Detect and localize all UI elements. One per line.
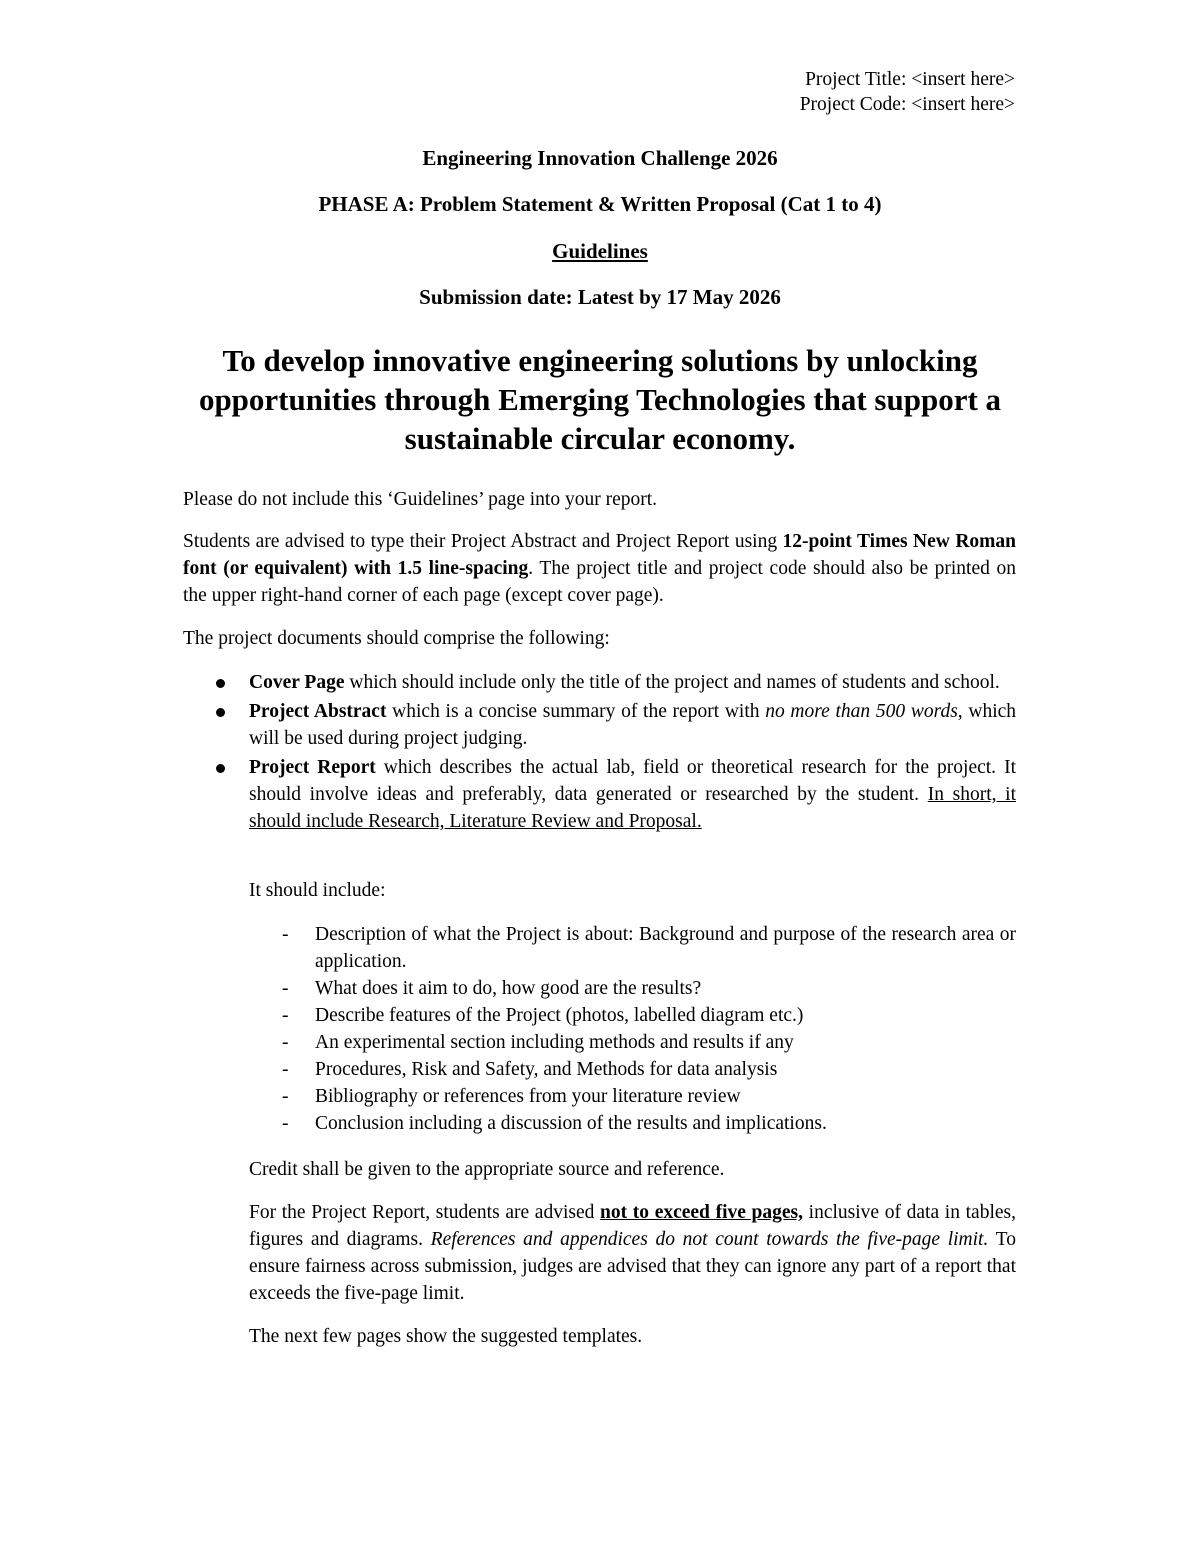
list-item (249, 921, 1016, 975)
page-limit-end: To ensure fairness across submission, judges are advised that they can ignore any part of a report that exceeds the five-page limit. (249, 1229, 1016, 1304)
formatting-advice (183, 528, 1016, 609)
list-item (249, 1110, 1016, 1137)
guidelines-heading: Guidelines (552, 239, 648, 263)
advice-font-spec: 12-point Times New Roman font (or equivalent) with 1.5 line-spacing (183, 531, 1016, 579)
cover-page-label: Cover Page (249, 672, 345, 693)
phase-title: PHASE A: Problem Statement & Written Proposal (Cat 1 to 4) (318, 192, 882, 216)
comprise-intro: The project documents should comprise the following: (183, 628, 610, 649)
next-pages-note: The next few pages show the suggested templates. (249, 1326, 643, 1347)
report-summary: In short, it should include Research, Literature Review and Proposal. (249, 784, 1016, 832)
page-limit-start: For the Project Report, students are advised (249, 1202, 601, 1223)
dash-marker: - (282, 924, 289, 945)
advice-start: Students are advised to type their Project Abstract and Project Report using (183, 531, 783, 552)
bullet-icon (216, 679, 225, 688)
list-item-text: What does it aim to do, how good are the results? (315, 978, 702, 999)
list-item (249, 1056, 1016, 1083)
dash-marker: - (282, 1059, 289, 1080)
include-heading: It should include: (249, 880, 386, 901)
page-limit-middle: inclusive of data in tables, figures and diagrams. (249, 1202, 1016, 1250)
list-item (249, 975, 1016, 1002)
document-list (183, 669, 1016, 837)
advice-end: . The project title and project code should also be printed on the upper right-hand corner of each page (except cover page). (183, 558, 1016, 606)
list-item-text: Describe features of the Project (photos, labelled diagram etc.) (315, 1005, 804, 1026)
list-item-text: Description of what the Project is about: Background and purpose of the research area or application. (315, 924, 1016, 972)
project-title-line: Project Title: <insert here> (805, 69, 1015, 90)
bullet-icon (216, 764, 225, 773)
dash-marker: - (282, 1113, 289, 1134)
list-item-cover-page (183, 669, 1016, 696)
page-limit-exclusions: References and appendices do not count towards the five-page limit. (430, 1229, 989, 1250)
list-item (249, 1029, 1016, 1056)
abstract-end: , which will be used during project judging. (249, 701, 1017, 749)
page-header (800, 67, 1015, 117)
abstract-text: which is a concise summary of the report with (386, 701, 766, 722)
list-item-text: Bibliography or references from your literature review (315, 1086, 741, 1107)
list-item-project-report (183, 754, 1016, 835)
project-code-line: Project Code: <insert here> (799, 94, 1015, 115)
challenge-title: Engineering Innovation Challenge 2026 (422, 146, 778, 170)
page-limit-note (249, 1199, 1016, 1307)
exclude-note: Please do not include this ‘Guidelines’ page into your report. (183, 489, 658, 510)
credit-note: Credit shall be given to the appropriate source and reference. (249, 1159, 725, 1180)
list-item-text: An experimental section including methods and results if any (315, 1032, 794, 1053)
list-item (249, 1083, 1016, 1110)
report-text: which describes the actual lab, field or theoretical research for the project. It should involve ideas and preferably, data generated or researched by the student. (249, 757, 1016, 805)
submission-date: Submission date: Latest by 17 May 2026 (419, 285, 781, 309)
dash-marker: - (282, 1086, 289, 1107)
list-item-project-abstract (183, 698, 1016, 752)
dash-marker: - (282, 978, 289, 999)
tagline: To develop innovative engineering solutions by unlocking opportunities through Emerging Technologies that support a sustainable circular economy. (198, 343, 1002, 456)
list-item (249, 1002, 1016, 1029)
list-item-text: Conclusion including a discussion of the results and implications. (315, 1113, 827, 1134)
page-limit-emphasis: not to exceed five pages, (600, 1202, 804, 1223)
include-list (249, 921, 1016, 1137)
dash-marker: - (282, 1005, 289, 1026)
abstract-label: Project Abstract (249, 701, 387, 722)
cover-page-text: which should include only the title of the project and names of students and school. (344, 672, 1000, 693)
list-item-text: Procedures, Risk and Safety, and Methods for data analysis (315, 1059, 778, 1080)
report-label: Project Report (249, 757, 376, 778)
bullet-icon (216, 708, 225, 717)
dash-marker: - (282, 1032, 289, 1053)
abstract-word-limit: no more than 500 words (765, 701, 958, 722)
